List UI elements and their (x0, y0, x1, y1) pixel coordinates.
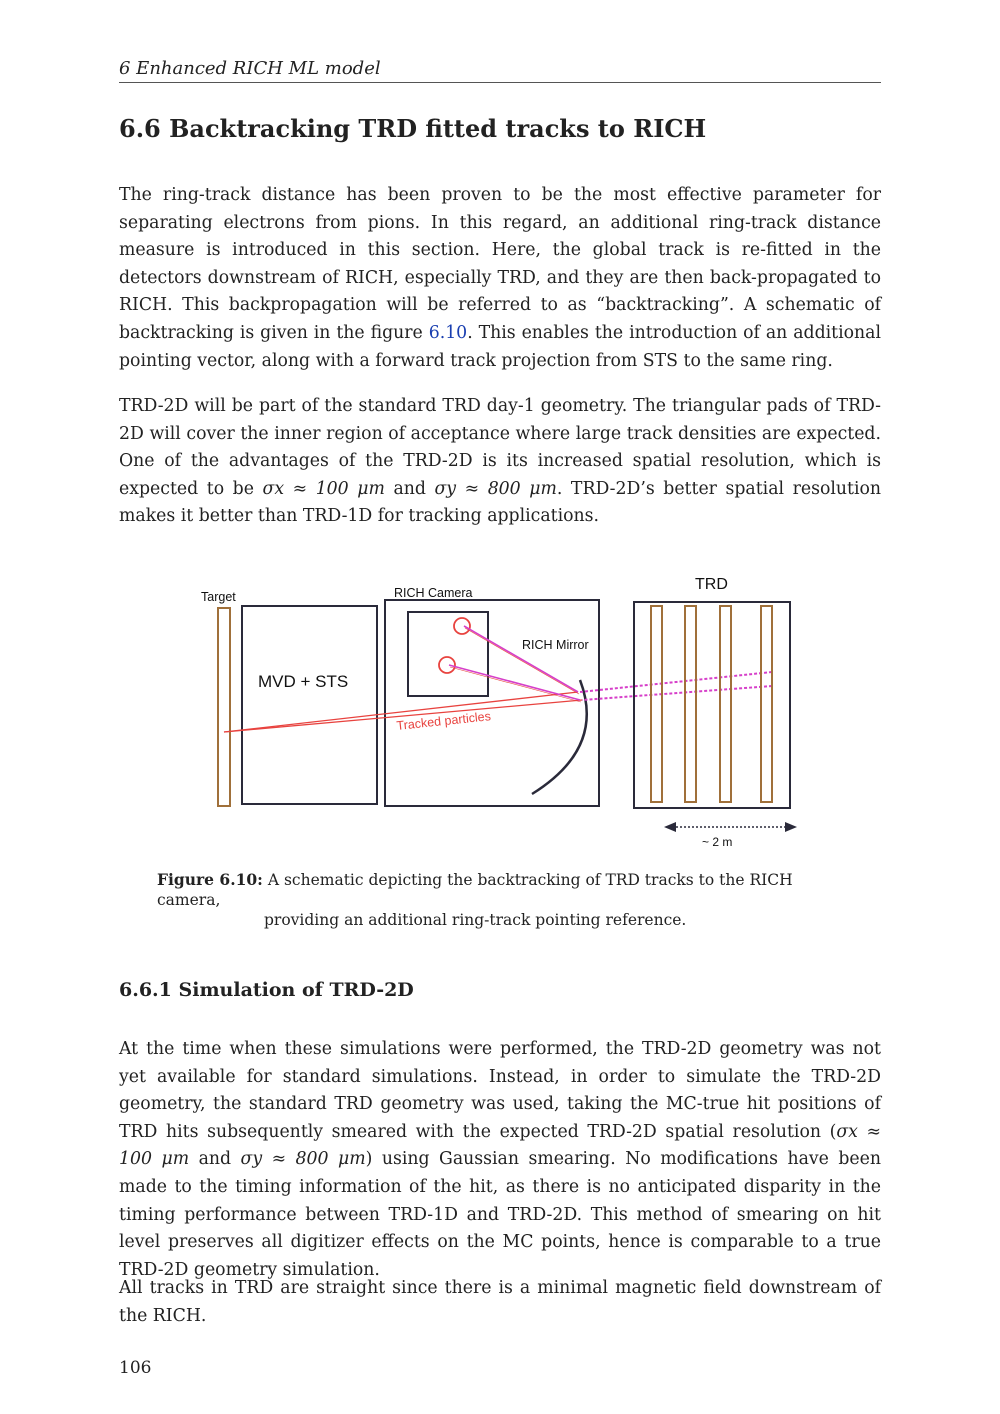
ring-upper (454, 618, 470, 634)
trd-layer-1 (651, 606, 662, 802)
trd-layer-4 (761, 606, 772, 802)
rich-mirror-arc (532, 680, 587, 794)
para2-and: and (384, 478, 435, 499)
backtracking-schematic-figure (190, 568, 810, 858)
scale-arrow-right-head (785, 822, 797, 832)
rich-box (385, 600, 599, 806)
para2-text-b: . TRD-2D’s better spatial resolution makes it better than TRD-1D for tracking applications. (119, 478, 882, 527)
figure-reference-link[interactable]: 6.10 (428, 322, 468, 343)
rich-camera-box (408, 612, 488, 696)
para1-text-a: The ring-track distance has been proven to be the most effective parameter for separating electrons from pions. In this regard, an additional ring-track distance measure is introduced in this section. Here, the global track is re-fitted in the detectors downstream of RICH, especially TRD, and they are then back-propagated to RICH. This backpropagation will be referred to as “backtracking”. A schematic of backtracking is given in the figure (119, 185, 881, 343)
paragraph-trd2d-resolution (119, 393, 881, 531)
backtrack-line-1 (580, 672, 772, 692)
para3-and: and (189, 1149, 241, 1170)
paragraph-backtracking-intro (119, 182, 881, 375)
figure-caption-label: Figure 6.10: (157, 870, 263, 889)
figure-caption (157, 870, 857, 930)
scale-label: ~ 2 m (702, 835, 733, 849)
sigma-y-value-2: σy ≈ 800 μm (240, 1149, 366, 1170)
sigma-x-value: σx ≈ 100 μm (262, 478, 385, 499)
mvd-sts-label: MVD + STS (258, 672, 349, 691)
target-bar (218, 608, 230, 806)
target-label: Target (201, 590, 236, 604)
sigma-x-value-2: σx ≈ 100 μm (119, 1121, 882, 1170)
para3-text-a: At the time when these simulations were performed, the TRD-2D geometry was not yet available for standard simulations. Instead, in order to simulate the TRD-2D geometry, the standard TRD geometry was used, taking the MC-true hit positions of TRD hits subsequently smeared with the expected TRD-2D spatial resolution ( (119, 1039, 881, 1142)
para2-text-a: TRD-2D will be part of the standard TRD day-1 geometry. The triangular pads of TRD-2D will cover the inner region of acceptance where large track densities are expected. One of the advantages of the TRD-2D is its increased spatial resolution, which is expected to be (119, 396, 881, 499)
trd-label: TRD (695, 576, 728, 593)
section-title: 6.6 Backtracking TRD fitted tracks to RICH (119, 114, 707, 143)
figure-caption-text-2: providing an additional ring-track pointing reference. (264, 911, 687, 929)
trd-box (634, 602, 790, 808)
para1-text-b: . This enables the introduction of an additional pointing vector, along with a forward track projection from STS to the same ring. (119, 322, 882, 371)
trd-layer-2 (685, 606, 696, 802)
rich-camera-label: RICH Camera (394, 586, 473, 600)
mvd-sts-box (242, 606, 377, 804)
trd-layer-3 (720, 606, 731, 802)
para3-text-b: ) using Gaussian smearing. No modifications have been made to the timing information of the hit, as there is no anticipated disparity in the timing performance between TRD-1D and TRD-2D. This method of smearing on hit level preserves all digitizer effects on the MC points, hence is comparable to a true TRD-2D geometry simulation. (119, 1149, 881, 1280)
scale-arrow-left-head (664, 822, 676, 832)
running-header: 6 Enhanced RICH ML model (119, 58, 881, 83)
sigma-y-value: σy ≈ 800 μm (434, 478, 557, 499)
paragraph-simulation (119, 1036, 881, 1284)
ring-lower (439, 657, 455, 673)
figure-caption-text-1: A schematic depicting the backtracking of TRD tracks to the RICH camera, (157, 871, 793, 909)
rich-mirror-label: RICH Mirror (522, 638, 589, 652)
reflected-track-1 (464, 626, 578, 692)
page-number: 106 (119, 1358, 152, 1378)
subsection-title: 6.6.1 Simulation of TRD-2D (119, 979, 414, 1001)
paragraph-straight-tracks: All tracks in TRD are straight since there is a minimal magnetic field downstream of the RICH. (119, 1278, 881, 1326)
tracked-particles-label: Tracked particles (395, 709, 492, 733)
schematic-svg (190, 568, 810, 858)
